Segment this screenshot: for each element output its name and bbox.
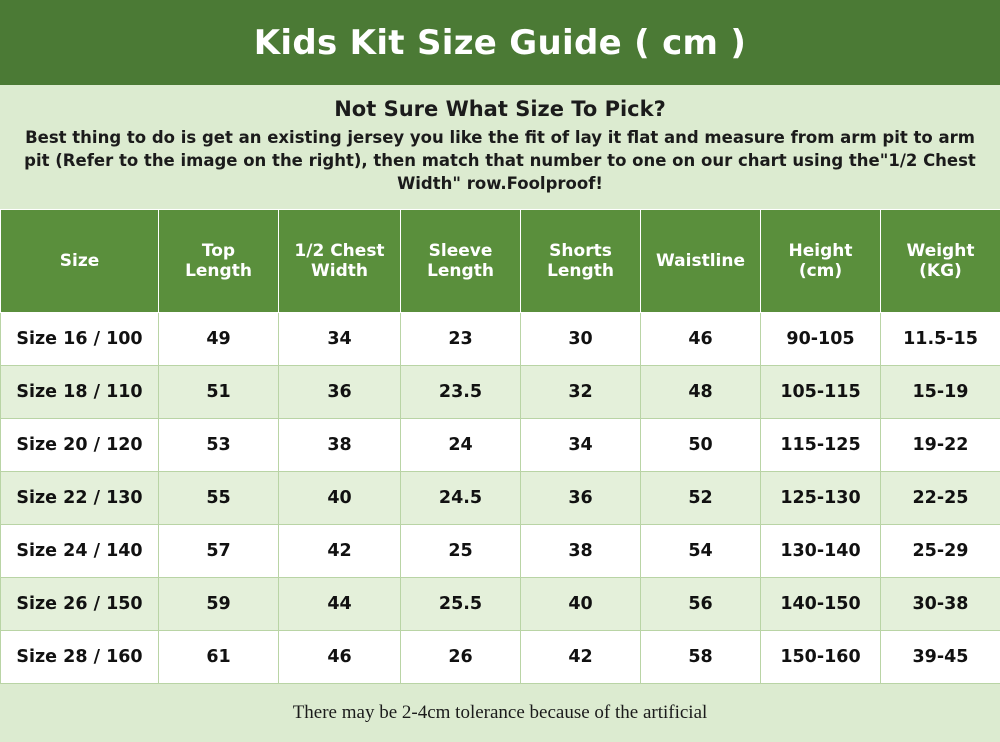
header-line: Size xyxy=(59,250,100,271)
header-line: Length xyxy=(547,261,614,282)
cell-height: 130-140 xyxy=(761,525,881,578)
cell-top-length: 55 xyxy=(159,472,279,525)
column-header-shorts-length xyxy=(521,210,641,313)
cell-top-length: 49 xyxy=(159,313,279,366)
cell-shorts-length: 38 xyxy=(521,525,641,578)
cell-waistline: 46 xyxy=(641,313,761,366)
table-row xyxy=(1,578,1000,631)
cell-height: 150-160 xyxy=(761,631,881,684)
cell-sleeve-length: 23 xyxy=(401,313,521,366)
cell-shorts-length: 34 xyxy=(521,419,641,472)
cell-size: Size 24 / 140 xyxy=(1,525,159,578)
cell-half-chest-width: 46 xyxy=(279,631,401,684)
header-line: Height xyxy=(788,240,853,261)
cell-weight: 11.5-15 xyxy=(881,313,1000,366)
cell-shorts-length: 36 xyxy=(521,472,641,525)
column-header-sleeve-length xyxy=(401,210,521,313)
header-line: (KG) xyxy=(919,261,962,282)
cell-top-length: 53 xyxy=(159,419,279,472)
cell-shorts-length: 42 xyxy=(521,631,641,684)
header-line: Sleeve xyxy=(428,240,493,261)
cell-shorts-length: 30 xyxy=(521,313,641,366)
cell-height: 140-150 xyxy=(761,578,881,631)
table-head xyxy=(1,210,1000,313)
table-row xyxy=(1,419,1000,472)
header-line: Length xyxy=(427,261,494,282)
intro-body: Best thing to do is get an existing jersey you like the fit of lay it flat and measure from arm pit to arm pit (Refer to the image on the right), then match that number to one on our chart using the"1/2 Chest Width" row.Foolproof! xyxy=(24,128,976,193)
header-line: Shorts xyxy=(549,240,612,261)
cell-size: Size 22 / 130 xyxy=(1,472,159,525)
table-row xyxy=(1,631,1000,684)
cell-weight: 25-29 xyxy=(881,525,1000,578)
cell-sleeve-length: 26 xyxy=(401,631,521,684)
cell-sleeve-length: 25 xyxy=(401,525,521,578)
header-line: Width xyxy=(311,261,368,282)
header-line: (cm) xyxy=(798,261,843,282)
cell-shorts-length: 32 xyxy=(521,366,641,419)
tolerance-note: There may be 2-4cm tolerance because of the artificial xyxy=(292,702,708,724)
table-row xyxy=(1,525,1000,578)
cell-sleeve-length: 24 xyxy=(401,419,521,472)
cell-size: Size 16 / 100 xyxy=(1,313,159,366)
column-header-waistline xyxy=(641,210,761,313)
header-line: Length xyxy=(185,261,252,282)
cell-weight: 39-45 xyxy=(881,631,1000,684)
cell-height: 115-125 xyxy=(761,419,881,472)
cell-waistline: 50 xyxy=(641,419,761,472)
header-line: Waistline xyxy=(656,250,745,271)
cell-waistline: 58 xyxy=(641,631,761,684)
table-row xyxy=(1,366,1000,419)
cell-weight: 30-38 xyxy=(881,578,1000,631)
header-line: Top xyxy=(201,240,236,261)
size-chart-table xyxy=(0,209,1000,684)
cell-shorts-length: 40 xyxy=(521,578,641,631)
cell-half-chest-width: 42 xyxy=(279,525,401,578)
cell-size: Size 20 / 120 xyxy=(1,419,159,472)
cell-sleeve-length: 24.5 xyxy=(401,472,521,525)
intro-section xyxy=(0,85,1000,209)
cell-height: 90-105 xyxy=(761,313,881,366)
cell-size: Size 18 / 110 xyxy=(1,366,159,419)
header-line: Weight xyxy=(906,240,975,261)
cell-weight: 22-25 xyxy=(881,472,1000,525)
column-header-half-chest-width xyxy=(279,210,401,313)
cell-waistline: 52 xyxy=(641,472,761,525)
cell-top-length: 61 xyxy=(159,631,279,684)
cell-sleeve-length: 25.5 xyxy=(401,578,521,631)
page-title: Kids Kit Size Guide ( cm ) xyxy=(253,22,747,63)
cell-top-length: 59 xyxy=(159,578,279,631)
cell-half-chest-width: 40 xyxy=(279,472,401,525)
cell-half-chest-width: 44 xyxy=(279,578,401,631)
cell-half-chest-width: 38 xyxy=(279,419,401,472)
header-line: 1/2 Chest xyxy=(294,240,385,261)
cell-half-chest-width: 34 xyxy=(279,313,401,366)
cell-top-length: 51 xyxy=(159,366,279,419)
cell-sleeve-length: 23.5 xyxy=(401,366,521,419)
cell-waistline: 54 xyxy=(641,525,761,578)
cell-half-chest-width: 36 xyxy=(279,366,401,419)
table-row xyxy=(1,472,1000,525)
title-bar xyxy=(0,0,1000,85)
cell-height: 125-130 xyxy=(761,472,881,525)
table-body xyxy=(1,313,1000,684)
table-row xyxy=(1,313,1000,366)
cell-waistline: 56 xyxy=(641,578,761,631)
cell-waistline: 48 xyxy=(641,366,761,419)
column-header-top-length xyxy=(159,210,279,313)
cell-top-length: 57 xyxy=(159,525,279,578)
cell-weight: 19-22 xyxy=(881,419,1000,472)
cell-weight: 15-19 xyxy=(881,366,1000,419)
cell-height: 105-115 xyxy=(761,366,881,419)
table-header-row xyxy=(1,210,1000,313)
column-header-weight xyxy=(881,210,1000,313)
column-header-size xyxy=(1,210,159,313)
cell-size: Size 28 / 160 xyxy=(1,631,159,684)
footer-section xyxy=(0,684,1000,742)
column-header-height xyxy=(761,210,881,313)
intro-heading: Not Sure What Size To Pick? xyxy=(334,97,666,121)
cell-size: Size 26 / 150 xyxy=(1,578,159,631)
